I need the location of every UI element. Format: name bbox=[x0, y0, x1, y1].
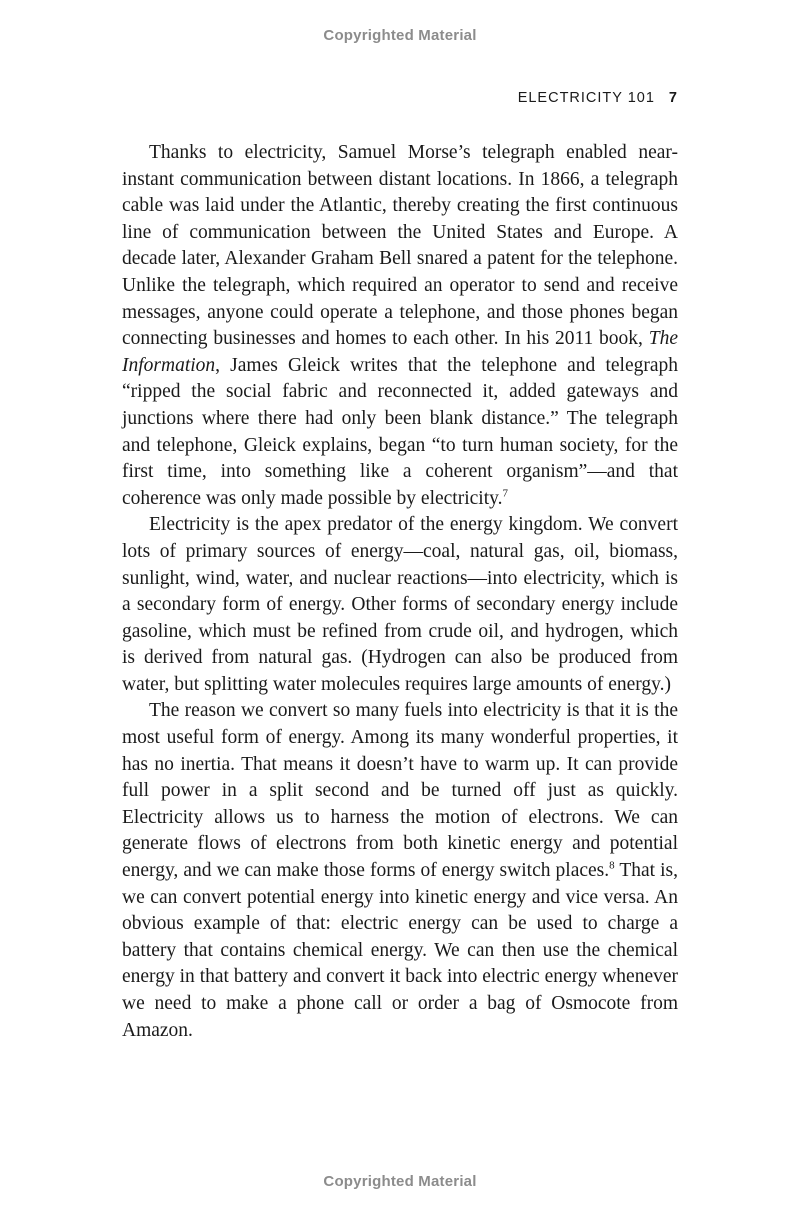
paragraph-text: That is, we can convert potential energy into kinetic energy and vice versa. An obvious example of that: electric energy can be used to charge a battery that contains chemical energy. We can then use the chemical energy in that battery and convert it back into electric energy whenever we need to make a phone call or order a bag of Osmocote from Amazon. bbox=[122, 860, 678, 1041]
paragraph-useful-form bbox=[122, 698, 678, 1044]
footnote-marker: 8 bbox=[609, 859, 615, 872]
copyright-watermark-top: Copyrighted Material bbox=[323, 27, 477, 44]
page-number: 7 bbox=[668, 90, 678, 106]
copyright-watermark-bottom: Copyrighted Material bbox=[323, 1173, 477, 1190]
paragraph-apex-predator: Electricity is the apex predator of the energy kingdom. We convert lots of primary sources of energy—coal, natural gas, oil, biomass, sunlight, wind, water, and nuclear reactions—into electricity, which is a secondary form of energy. Other forms of secondary energy include gasoline, which must be refined from crude oil, and hydrogen, which is derived from natural gas. (Hydrogen can also be produced from water, but splitting water molecules requires large amounts of energy.) bbox=[122, 514, 678, 695]
paragraph-telegraph bbox=[122, 140, 678, 512]
paragraph-text: , James Gleick writes that the telephone and telegraph “ripped the social fabric and reconnected it, added gateways and junctions where there had only been blank distance.” The telegraph and telephone, Gleick explains, began “to turn human society, for the first time, into something like a coherent organism”—and that coherence was only made possible by electricity. bbox=[122, 354, 678, 509]
paragraph-text: The reason we convert so many fuels into electricity is that it is the most useful form of energy. Among its many wonderful properties, it has no inertia. That means it doesn’t have to warm up. It can provide full power in a split second and be turned off just as quickly. Electricity allows us to harness the motion of electrons. We can generate flows of electrons from both kinetic energy and potential energy, and we can make those forms of energy switch places. bbox=[122, 700, 678, 882]
footnote-marker: 7 bbox=[502, 487, 508, 500]
book-title: The Information bbox=[122, 328, 678, 376]
chapter-title: ELECTRICITY 101 bbox=[517, 90, 655, 106]
running-head bbox=[518, 90, 678, 106]
body-text bbox=[122, 140, 678, 1044]
paragraph-text: Thanks to electricity, Samuel Morse’s telegraph enabled near-instant communication between distant locations. In 1866, a telegraph cable was laid under the Atlantic, thereby creating the first continuous line of communication between the United States and Europe. A decade later, Alexander Graham Bell snared a patent for the telephone. Unlike the telegraph, which required an operator to send and receive messages, anyone could operate a telephone, and those phones began connecting businesses and homes to each other. In his 2011 book, bbox=[122, 142, 678, 350]
